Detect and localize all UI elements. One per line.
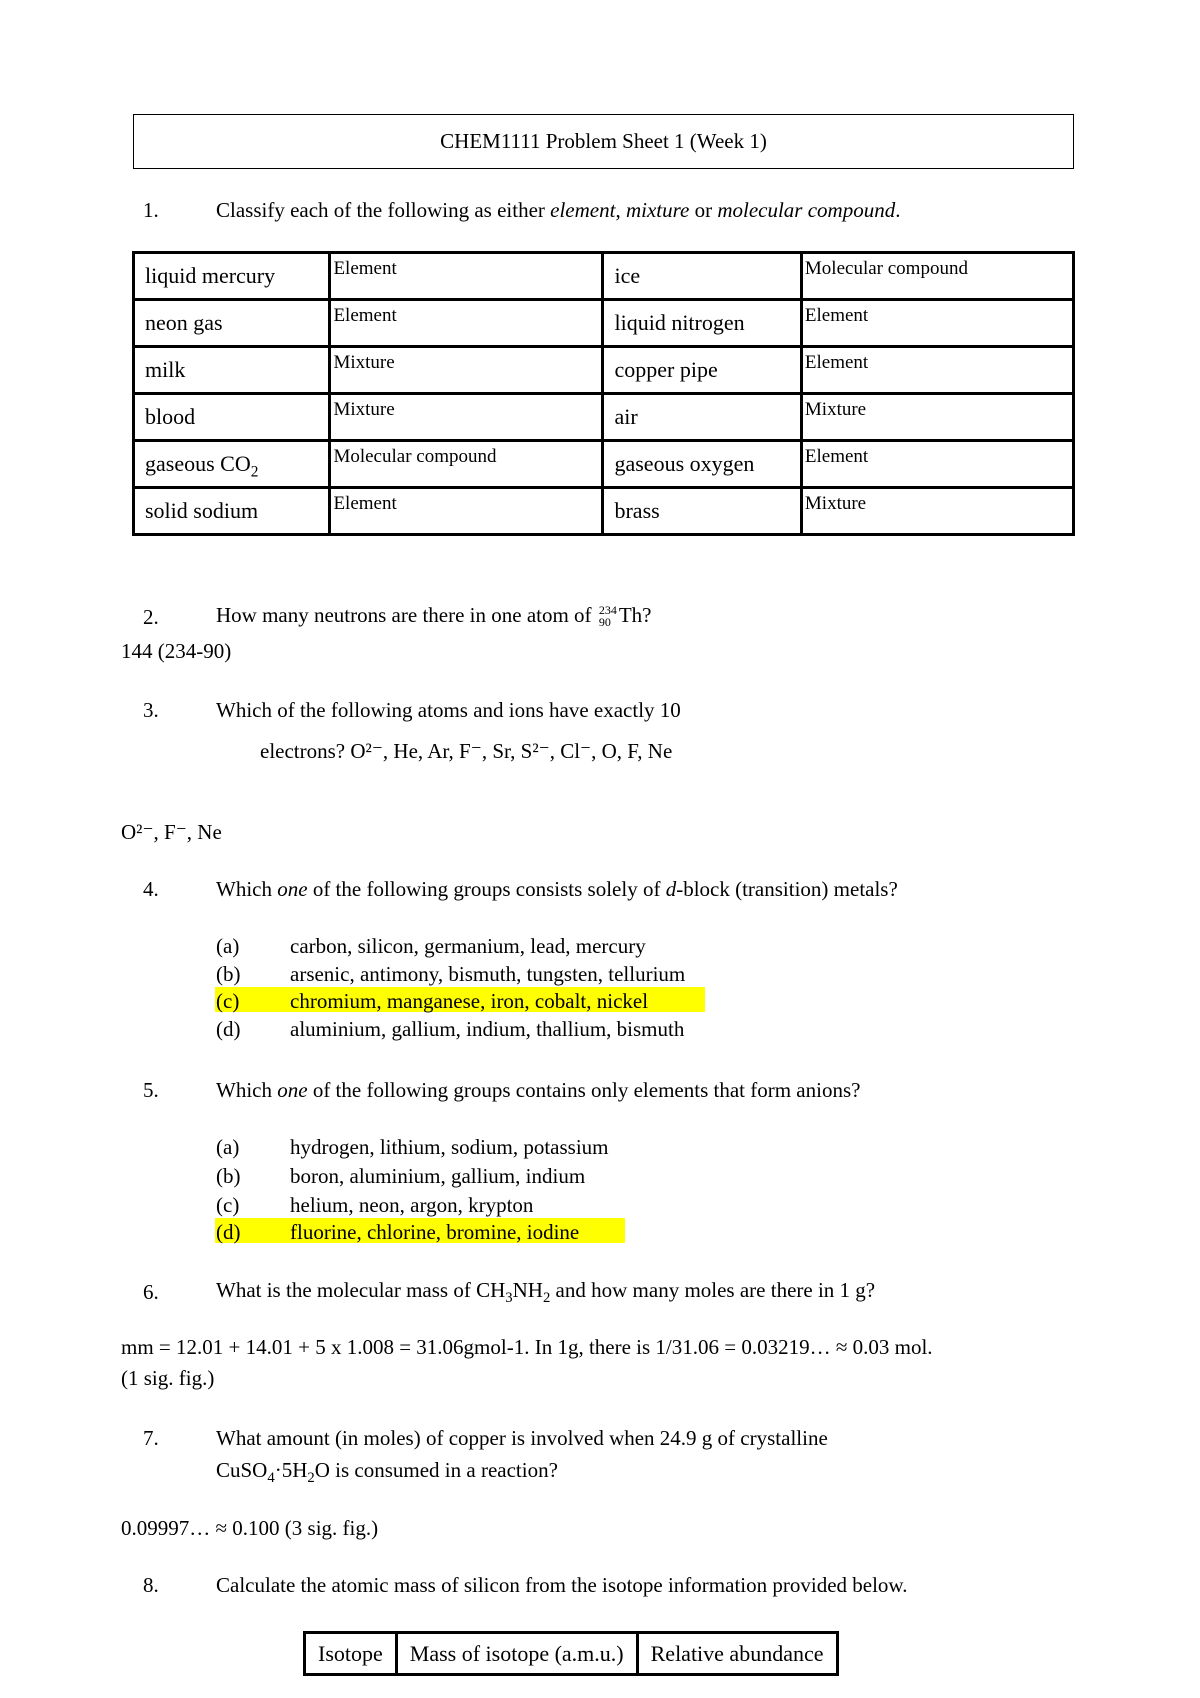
q6-answer-line2: (1 sig. fig.): [121, 1366, 215, 1390]
q5-number: 5.: [143, 1078, 159, 1102]
q8-number: 8.: [143, 1573, 159, 1597]
answer-cell: Molecular compound: [330, 441, 603, 488]
q5-prompt: Which one of the following groups contains only elements that form anions?: [216, 1078, 861, 1102]
table-header-row: [305, 1633, 838, 1675]
substance-cell: neon gas: [134, 300, 330, 347]
q8-prompt: Calculate the atomic mass of silicon from the isotope information provided below.: [216, 1573, 908, 1597]
column-header: Mass of isotope (a.m.u.): [396, 1633, 637, 1675]
isotope-table: [303, 1631, 839, 1676]
table-row: [134, 441, 1074, 488]
answer-cell: Mixture: [801, 394, 1073, 441]
q3-answer: O²⁻, F⁻, Ne: [121, 820, 222, 844]
substance-cell: liquid mercury: [134, 253, 330, 300]
q7-prompt-line2: $CuSO_4\cdot 5H_2O$ is consumed in a reaction?: [216, 1458, 558, 1487]
substance-cell: liquid nitrogen: [603, 300, 801, 347]
q2-answer: 144 (234-90): [121, 639, 232, 663]
answer-cell: Mixture: [801, 488, 1073, 535]
q2-number: 2.: [143, 605, 159, 629]
answer-cell: Element: [801, 347, 1073, 394]
q3-prompt-line1: Which of the following atoms and ions have exactly 10: [216, 698, 681, 722]
q1-prompt: Classify each of the following as either element, mixture or molecular compound.: [216, 198, 901, 222]
column-header: Isotope: [305, 1633, 397, 1675]
q3-number: 3.: [143, 698, 159, 722]
table-row: [134, 394, 1074, 441]
page-title-text: CHEM1111 Problem Sheet 1 (Week 1): [440, 129, 767, 153]
substance-cell: gaseous oxygen: [603, 441, 801, 488]
substance-cell: gaseous $CO_2$: [134, 441, 330, 488]
q7-prompt-line1: What amount (in moles) of copper is involved when 24.9 g of crystalline: [216, 1426, 828, 1450]
q3-prompt-line2: electrons? O²⁻, He, Ar, F⁻, Sr, S²⁻, Cl⁻, O, F, Ne: [260, 739, 673, 763]
substance-cell: milk: [134, 347, 330, 394]
q7-answer: 0.09997… ≈ 0.100 (3 sig. fig.): [121, 1516, 379, 1540]
substance-cell: air: [603, 394, 801, 441]
q6-answer-line1: mm = 12.01 + 14.01 + 5 x 1.008 = 31.06gmol-1. In 1g, there is 1/31.06 = 0.03219… ≈ 0.03 mol.: [121, 1335, 933, 1359]
q4-prompt: Which one of the following groups consists solely of d-block (transition) metals?: [216, 877, 898, 901]
page-title: [133, 114, 1074, 169]
substance-cell: copper pipe: [603, 347, 801, 394]
substance-cell: solid sodium: [134, 488, 330, 535]
answer-cell: Element: [330, 253, 603, 300]
table-row: [134, 253, 1074, 300]
q6-number: 6.: [143, 1280, 159, 1304]
substance-cell: blood: [134, 394, 330, 441]
q2-prompt: How many neutrons are there in one atom of 234 90 Th?: [216, 603, 652, 630]
table-row: [134, 300, 1074, 347]
nuclide-notation: 234 90: [598, 603, 617, 630]
answer-cell: Molecular compound: [801, 253, 1073, 300]
q7-number: 7.: [143, 1426, 159, 1450]
q6-prompt: What is the molecular mass of $CH_3NH_2$ and how many moles are there in 1 g?: [216, 1278, 876, 1307]
table-row: [134, 488, 1074, 535]
answer-cell: Element: [801, 300, 1073, 347]
column-header: Relative abundance: [637, 1633, 837, 1675]
answer-cell: Element: [330, 488, 603, 535]
substance-cell: ice: [603, 253, 801, 300]
answer-cell: Element: [801, 441, 1073, 488]
classification-table: [132, 251, 1075, 536]
q1-number: 1.: [143, 198, 159, 222]
substance-cell: brass: [603, 488, 801, 535]
table-row: [134, 347, 1074, 394]
answer-cell: Mixture: [330, 347, 603, 394]
answer-cell: Mixture: [330, 394, 603, 441]
q4-number: 4.: [143, 877, 159, 901]
answer-cell: Element: [330, 300, 603, 347]
